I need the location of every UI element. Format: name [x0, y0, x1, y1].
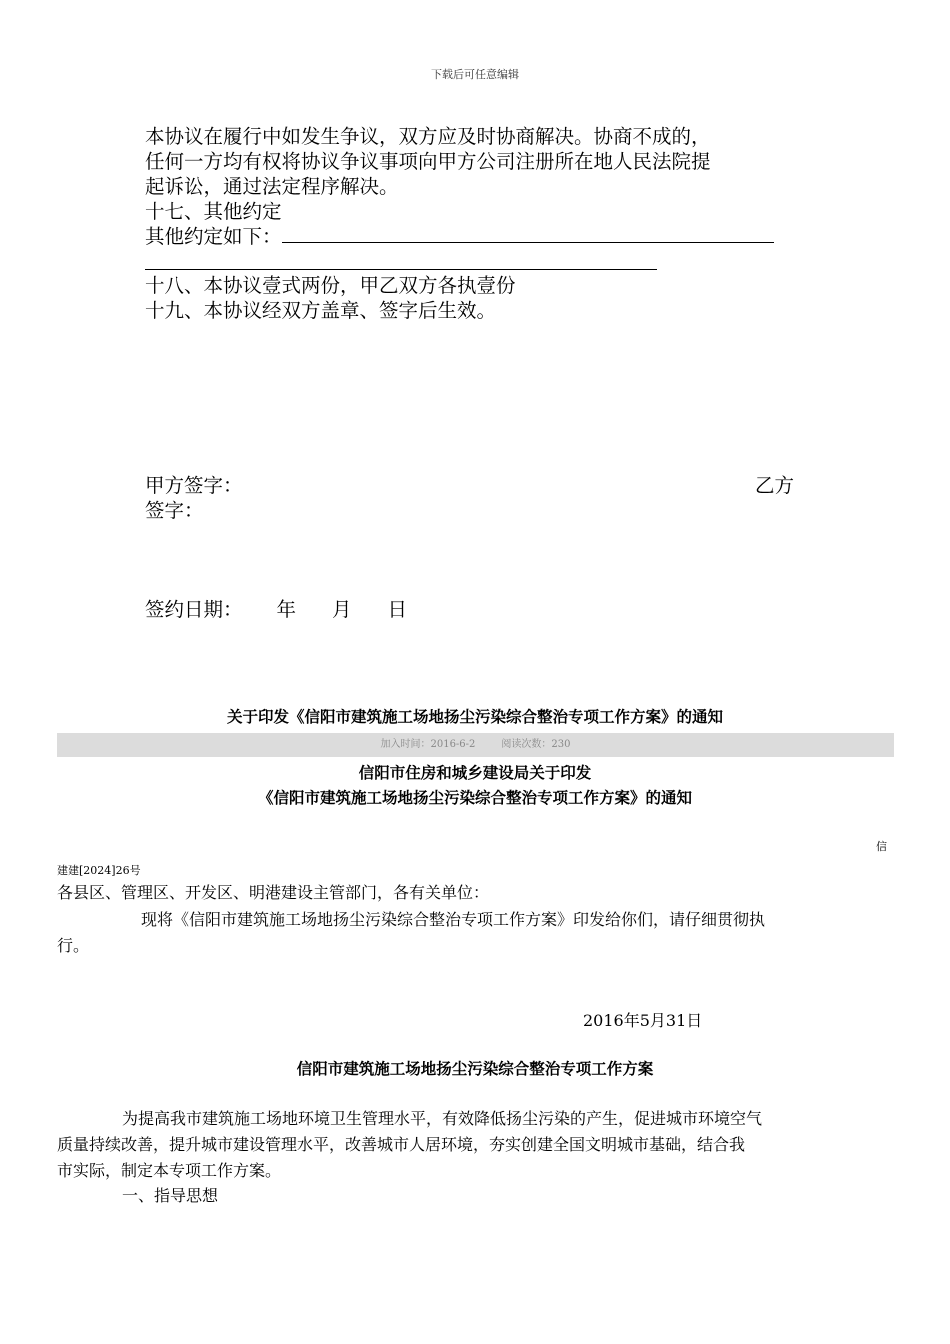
plan-intro-line-1: 为提高我市建筑施工场地环境卫生管理水平，有效降低扬尘污染的产生，促进城市环境空气 — [122, 1109, 763, 1128]
dispute-line-1: 本协议在履行中如发生争议，双方应及时协商解决。协商不成的， — [145, 125, 711, 148]
party-a-signature-label: 甲方签字： — [145, 474, 243, 497]
doc-number: 建建[2024]26号 — [57, 864, 141, 877]
clause-19: 十九、本协议经双方盖章、签字后生效。 — [145, 299, 497, 322]
recipients: 各县区、管理区、开发区、明港建设主管部门，各有关单位： — [57, 883, 490, 902]
header-note: 下载后可任意编辑 — [431, 68, 519, 81]
party-b-signature-label-cont: 签字： — [145, 499, 204, 522]
dispute-clause — [145, 124, 805, 224]
notice-heading-line-2: 《信阳市建筑施工场地扬尘污染综合整治专项工作方案》的通知 — [257, 788, 692, 807]
sign-date-label: 签约日期： — [145, 598, 243, 621]
party-b-signature-label: 乙方 — [755, 474, 795, 497]
notice-heading-line-1: 信阳市住房和城乡建设局关于印发 — [358, 763, 592, 782]
doc-number-prefix: 信 — [876, 840, 887, 853]
sign-date-row — [145, 597, 407, 622]
added-time: 加入时间：2016-6-2 — [380, 739, 476, 750]
plan-intro-line-3: 市实际，制定本专项工作方案。 — [57, 1161, 282, 1180]
plan-title: 信阳市建筑施工场地扬尘污染综合整治专项工作方案 — [296, 1059, 654, 1078]
dispute-line-2: 任何一方均有权将协议争议事项向甲方公司注册所在地人民法院提 — [145, 150, 711, 173]
sign-date-month: 月 — [332, 598, 352, 621]
read-count: 阅读次数：230 — [501, 739, 571, 750]
plan-intro-line-2: 质量持续改善，提升城市建设管理水平，改善城市人居环境，夯实创建全国文明城市基础，结合我 — [57, 1135, 746, 1154]
notice-title: 关于印发《信阳市建筑施工场地扬尘污染综合整治专项工作方案》的通知 — [226, 707, 723, 726]
other-terms-label: 其他约定如下： — [145, 225, 282, 248]
notice-body-line-1: 现将《信阳市建筑施工场地扬尘污染综合整治专项工作方案》印发给你们，请仔细贯彻执 — [141, 910, 766, 929]
other-terms-blank-2 — [145, 251, 657, 270]
sign-date-day: 日 — [387, 598, 408, 621]
clause-18: 十八、本协议壹式两份，甲乙双方各执壹份 — [145, 274, 516, 297]
clause-17-heading: 十七、其他约定 — [145, 200, 282, 223]
sign-date-year: 年 — [276, 598, 297, 621]
dispute-line-3: 起诉讼，通过法定程序解决。 — [145, 175, 399, 198]
other-terms-blank — [282, 224, 774, 243]
article-meta-bar — [57, 733, 894, 757]
notice-date: 2016年5月31日 — [583, 1011, 703, 1030]
other-terms-row — [145, 224, 774, 249]
notice-body-line-2: 行。 — [57, 936, 90, 955]
section-1-heading: 一、指导思想 — [122, 1186, 219, 1205]
